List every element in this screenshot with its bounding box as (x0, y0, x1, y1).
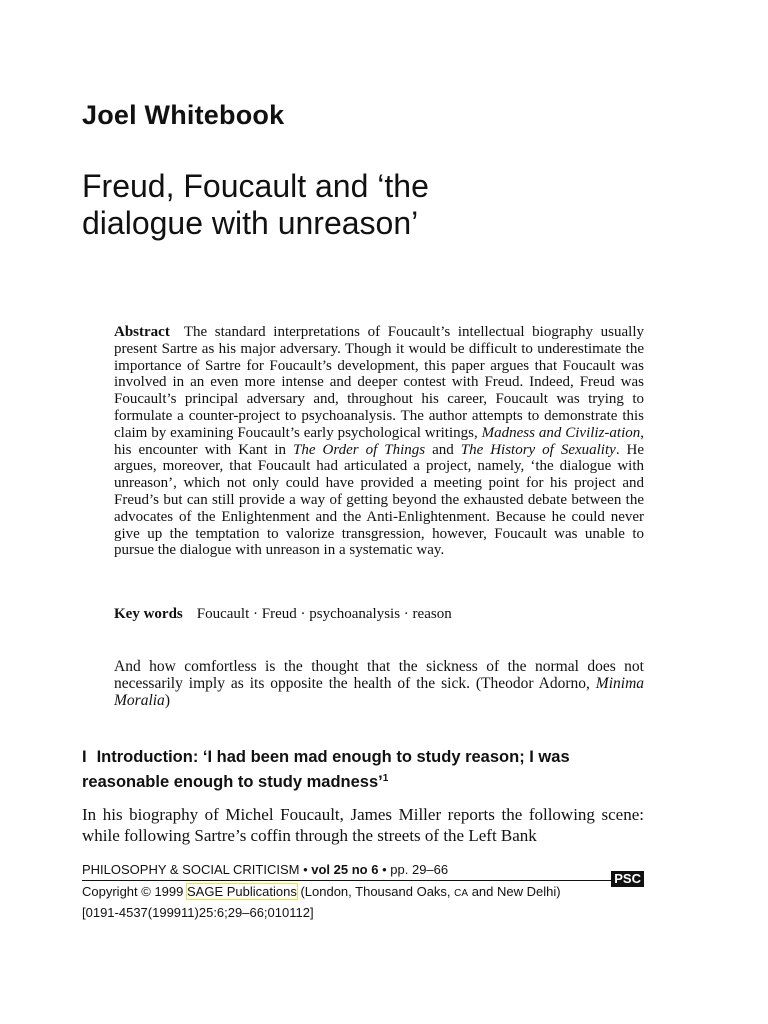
book-title-history-of-sexuality: The History of Sexuality (460, 441, 616, 458)
abstract (114, 324, 644, 559)
keywords-list: Foucault · Freud · psychoanalysis · reason (196, 606, 452, 622)
page-range: pp. 29–66 (390, 862, 449, 877)
abstract-text-part-3: . He argues, moreover, that Foucault had articulated a project, namely, ‘the dialogue with unreason’, which not only could have provided a meeting point for his project and Freud’s but can still provide a way of getting beyond the exhausted debate between the advocates of the Enlightenment and the Anti-Enlightenment. Because he could never give up the temptation to valorize transgression, however, Foucault was unable to pursue the dialogue with unreason in a systematic way. (114, 441, 645, 559)
article-identifier: [0191-4537(199911)25:6;29–66;010112] (82, 905, 314, 920)
footnote-marker[interactable]: 1 (382, 773, 389, 784)
page-footer (82, 860, 644, 922)
bullet-separator: • (382, 862, 387, 877)
section-heading (82, 746, 642, 793)
abstract-label: Abstract (114, 324, 170, 340)
journal-volume: vol 25 no 6 (311, 862, 379, 877)
epigraph-close: ) (164, 692, 170, 709)
abstract-text-part-2: , his encounter with Kant in (114, 424, 645, 458)
copyright-line (82, 882, 644, 903)
keywords (114, 605, 644, 623)
epigraph-source-title: Minima Moralia (114, 675, 645, 709)
article-title-line-2: dialogue with unreason’ (82, 205, 419, 241)
article-title-line-1: Freud, Foucault and ‘the (82, 168, 429, 204)
book-title-order-of-things: The Order of Things (293, 441, 426, 458)
copyright-prefix: Copyright © 1999 (82, 884, 184, 899)
section-title: Introduction: ‘I had been mad enough to study reason; I was reasonable enough to study madness’ (82, 748, 570, 791)
keywords-label: Key words (114, 606, 183, 622)
abstract-and: and (432, 441, 454, 458)
book-title-madness: Madness and Civiliz-ation (481, 424, 641, 441)
publisher-place-close: and New Delhi) (471, 884, 561, 899)
epigraph-quote: And how comfortless is the thought that the sickness of the normal does not necessarily imply as its opposite the health of the sick. (Theodor Adorno, (114, 658, 644, 692)
bullet-separator: • (303, 862, 308, 877)
psc-logo-badge: PSC (611, 871, 644, 887)
article-title (82, 168, 682, 242)
body-paragraph: In his biography of Michel Foucault, James Miller reports the following scene: while following Sartre’s coffin through the streets of the Left Bank (82, 805, 644, 845)
journal-line (82, 860, 644, 881)
author-name: Joel Whitebook (82, 100, 285, 130)
publisher-place-open: (London, Thousand Oaks, (300, 884, 451, 899)
abstract-text-part-1: The standard interpretations of Foucault’s intellectual biography usually present Sartre as his major adversary. Though it would be difficult to underestimate the importance of Sartre for Foucault’s development, this paper argues that Foucault was involved in an even more intense and deeper contest with Freud. Indeed, Freud was Foucault’s principal adversary and, throughout his career, Foucault was trying to formulate a counter-project to psychoanalysis. The author attempts to demonstrate this claim by examining Foucault’s early psychological writings, (114, 324, 644, 441)
epigraph (114, 658, 644, 709)
publisher-state: CA (454, 888, 469, 899)
section-number: I (82, 748, 87, 766)
publisher-link[interactable]: SAGE Publications (186, 884, 297, 899)
journal-name: PHILOSOPHY & SOCIAL CRITICISM (82, 862, 300, 877)
